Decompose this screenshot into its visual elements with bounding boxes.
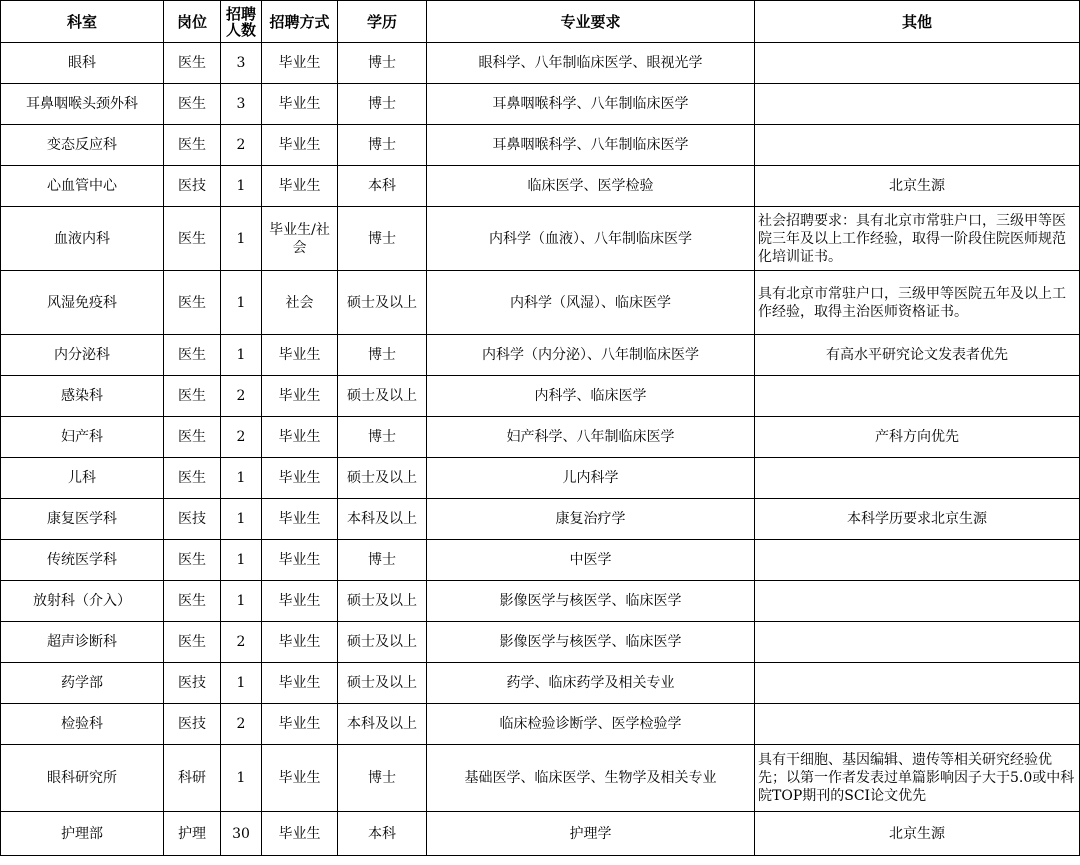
cell-education: 博士 bbox=[338, 207, 427, 271]
cell-other bbox=[755, 663, 1080, 704]
cell-position: 医生 bbox=[164, 376, 221, 417]
table-row bbox=[1, 125, 1080, 166]
header-major: 专业要求 bbox=[427, 1, 755, 43]
cell-count: 2 bbox=[221, 125, 262, 166]
cell-method: 社会 bbox=[262, 271, 338, 335]
cell-major: 眼科学、八年制临床医学、眼视光学 bbox=[427, 43, 755, 84]
table-row bbox=[1, 43, 1080, 84]
cell-method: 毕业生/社会 bbox=[262, 207, 338, 271]
table-row bbox=[1, 499, 1080, 540]
cell-dept: 风湿免疫科 bbox=[1, 271, 164, 335]
cell-major: 基础医学、临床医学、生物学及相关专业 bbox=[427, 745, 755, 812]
cell-education: 本科及以上 bbox=[338, 704, 427, 745]
cell-education: 硕士及以上 bbox=[338, 458, 427, 499]
cell-count: 2 bbox=[221, 622, 262, 663]
cell-dept: 妇产科 bbox=[1, 417, 164, 458]
cell-major: 内科学（风湿）、临床医学 bbox=[427, 271, 755, 335]
cell-method: 毕业生 bbox=[262, 622, 338, 663]
cell-position: 医生 bbox=[164, 417, 221, 458]
cell-other: 有高水平研究论文发表者优先 bbox=[755, 335, 1080, 376]
cell-other: 产科方向优先 bbox=[755, 417, 1080, 458]
header-other: 其他 bbox=[755, 1, 1080, 43]
cell-major: 耳鼻咽喉科学、八年制临床医学 bbox=[427, 125, 755, 166]
cell-dept: 检验科 bbox=[1, 704, 164, 745]
cell-method: 毕业生 bbox=[262, 458, 338, 499]
cell-other bbox=[755, 84, 1080, 125]
cell-method: 毕业生 bbox=[262, 704, 338, 745]
cell-major: 药学、临床药学及相关专业 bbox=[427, 663, 755, 704]
cell-dept: 超声诊断科 bbox=[1, 622, 164, 663]
cell-dept: 心血管中心 bbox=[1, 166, 164, 207]
cell-position: 医生 bbox=[164, 622, 221, 663]
cell-method: 毕业生 bbox=[262, 581, 338, 622]
cell-other bbox=[755, 540, 1080, 581]
cell-education: 本科 bbox=[338, 812, 427, 856]
cell-education: 博士 bbox=[338, 43, 427, 84]
cell-count: 1 bbox=[221, 499, 262, 540]
cell-method: 毕业生 bbox=[262, 376, 338, 417]
cell-method: 毕业生 bbox=[262, 335, 338, 376]
cell-count: 1 bbox=[221, 207, 262, 271]
header-count-line1: 招聘 bbox=[225, 4, 256, 23]
header-dept: 科室 bbox=[1, 1, 164, 43]
cell-other: 具有干细胞、基因编辑、遗传等相关研究经验优先；以第一作者发表过单篇影响因子大于5.0或中科院TOP期刊的SCI论文优先 bbox=[755, 745, 1080, 812]
cell-dept: 放射科（介入） bbox=[1, 581, 164, 622]
cell-education: 本科 bbox=[338, 166, 427, 207]
cell-education: 硕士及以上 bbox=[338, 271, 427, 335]
cell-count: 1 bbox=[221, 663, 262, 704]
cell-other bbox=[755, 581, 1080, 622]
cell-education: 博士 bbox=[338, 417, 427, 458]
cell-dept: 药学部 bbox=[1, 663, 164, 704]
cell-dept: 变态反应科 bbox=[1, 125, 164, 166]
cell-count: 2 bbox=[221, 417, 262, 458]
cell-position: 医生 bbox=[164, 540, 221, 581]
header-row bbox=[1, 1, 1080, 43]
cell-position: 医生 bbox=[164, 271, 221, 335]
cell-position: 医技 bbox=[164, 663, 221, 704]
cell-count: 2 bbox=[221, 376, 262, 417]
cell-dept: 护理部 bbox=[1, 812, 164, 856]
cell-major: 影像医学与核医学、临床医学 bbox=[427, 622, 755, 663]
cell-count: 1 bbox=[221, 745, 262, 812]
cell-method: 毕业生 bbox=[262, 745, 338, 812]
table-row bbox=[1, 417, 1080, 458]
cell-education: 博士 bbox=[338, 745, 427, 812]
cell-dept: 康复医学科 bbox=[1, 499, 164, 540]
cell-position: 科研 bbox=[164, 745, 221, 812]
cell-count: 1 bbox=[221, 335, 262, 376]
cell-dept: 内分泌科 bbox=[1, 335, 164, 376]
cell-method: 毕业生 bbox=[262, 125, 338, 166]
cell-major: 影像医学与核医学、临床医学 bbox=[427, 581, 755, 622]
cell-education: 硕士及以上 bbox=[338, 663, 427, 704]
cell-major: 康复治疗学 bbox=[427, 499, 755, 540]
cell-other bbox=[755, 376, 1080, 417]
table-row bbox=[1, 812, 1080, 856]
cell-education: 硕士及以上 bbox=[338, 622, 427, 663]
cell-other: 社会招聘要求：具有北京市常驻户口，三级甲等医院三年及以上工作经验，取得一阶段住院医师规范化培训证书。 bbox=[755, 207, 1080, 271]
cell-position: 医生 bbox=[164, 84, 221, 125]
cell-position: 医生 bbox=[164, 43, 221, 84]
table-row bbox=[1, 335, 1080, 376]
cell-major: 内科学（血液）、八年制临床医学 bbox=[427, 207, 755, 271]
cell-dept: 传统医学科 bbox=[1, 540, 164, 581]
cell-position: 医技 bbox=[164, 499, 221, 540]
cell-position: 医技 bbox=[164, 704, 221, 745]
cell-count: 1 bbox=[221, 166, 262, 207]
table-row bbox=[1, 376, 1080, 417]
header-count bbox=[221, 1, 262, 43]
cell-major: 临床检验诊断学、医学检验学 bbox=[427, 704, 755, 745]
cell-method: 毕业生 bbox=[262, 417, 338, 458]
cell-education: 本科及以上 bbox=[338, 499, 427, 540]
cell-education: 博士 bbox=[338, 125, 427, 166]
cell-other bbox=[755, 704, 1080, 745]
cell-major: 护理学 bbox=[427, 812, 755, 856]
cell-major: 耳鼻咽喉科学、八年制临床医学 bbox=[427, 84, 755, 125]
cell-other bbox=[755, 458, 1080, 499]
cell-position: 医生 bbox=[164, 207, 221, 271]
cell-position: 医生 bbox=[164, 125, 221, 166]
cell-dept: 感染科 bbox=[1, 376, 164, 417]
cell-method: 毕业生 bbox=[262, 540, 338, 581]
cell-education: 博士 bbox=[338, 335, 427, 376]
cell-major: 儿内科学 bbox=[427, 458, 755, 499]
cell-other: 北京生源 bbox=[755, 812, 1080, 856]
cell-position: 医技 bbox=[164, 166, 221, 207]
cell-method: 毕业生 bbox=[262, 84, 338, 125]
cell-dept: 儿科 bbox=[1, 458, 164, 499]
cell-position: 医生 bbox=[164, 458, 221, 499]
cell-dept: 眼科 bbox=[1, 43, 164, 84]
header-count-line2: 人数 bbox=[225, 20, 256, 39]
cell-major: 妇产科学、八年制临床医学 bbox=[427, 417, 755, 458]
cell-count: 2 bbox=[221, 704, 262, 745]
cell-dept: 眼科研究所 bbox=[1, 745, 164, 812]
table-row bbox=[1, 84, 1080, 125]
cell-education: 硕士及以上 bbox=[338, 581, 427, 622]
cell-dept: 血液内科 bbox=[1, 207, 164, 271]
cell-method: 毕业生 bbox=[262, 499, 338, 540]
table-row bbox=[1, 540, 1080, 581]
cell-other: 本科学历要求北京生源 bbox=[755, 499, 1080, 540]
cell-other bbox=[755, 622, 1080, 663]
header-education: 学历 bbox=[338, 1, 427, 43]
table-row bbox=[1, 704, 1080, 745]
cell-position: 护理 bbox=[164, 812, 221, 856]
cell-method: 毕业生 bbox=[262, 812, 338, 856]
cell-education: 硕士及以上 bbox=[338, 376, 427, 417]
header-position: 岗位 bbox=[164, 1, 221, 43]
cell-major: 临床医学、医学检验 bbox=[427, 166, 755, 207]
table-row bbox=[1, 581, 1080, 622]
cell-count: 1 bbox=[221, 458, 262, 499]
table-row bbox=[1, 622, 1080, 663]
cell-major: 内科学、临床医学 bbox=[427, 376, 755, 417]
table-row bbox=[1, 458, 1080, 499]
header-method: 招聘方式 bbox=[262, 1, 338, 43]
table-row bbox=[1, 166, 1080, 207]
cell-method: 毕业生 bbox=[262, 166, 338, 207]
table-row bbox=[1, 271, 1080, 335]
cell-education: 博士 bbox=[338, 540, 427, 581]
cell-position: 医生 bbox=[164, 335, 221, 376]
cell-major: 中医学 bbox=[427, 540, 755, 581]
cell-major: 内科学（内分泌）、八年制临床医学 bbox=[427, 335, 755, 376]
cell-position: 医生 bbox=[164, 581, 221, 622]
cell-method: 毕业生 bbox=[262, 663, 338, 704]
cell-count: 1 bbox=[221, 540, 262, 581]
cell-education: 博士 bbox=[338, 84, 427, 125]
cell-count: 3 bbox=[221, 84, 262, 125]
cell-other: 北京生源 bbox=[755, 166, 1080, 207]
cell-other bbox=[755, 125, 1080, 166]
cell-other: 具有北京市常驻户口，三级甲等医院五年及以上工作经验，取得主治医师资格证书。 bbox=[755, 271, 1080, 335]
cell-count: 1 bbox=[221, 581, 262, 622]
cell-other bbox=[755, 43, 1080, 84]
cell-count: 1 bbox=[221, 271, 262, 335]
cell-count: 3 bbox=[221, 43, 262, 84]
cell-dept: 耳鼻咽喉头颈外科 bbox=[1, 84, 164, 125]
table-row bbox=[1, 207, 1080, 271]
table-row bbox=[1, 745, 1080, 812]
table-row bbox=[1, 663, 1080, 704]
cell-count: 30 bbox=[221, 812, 262, 856]
cell-method: 毕业生 bbox=[262, 43, 338, 84]
